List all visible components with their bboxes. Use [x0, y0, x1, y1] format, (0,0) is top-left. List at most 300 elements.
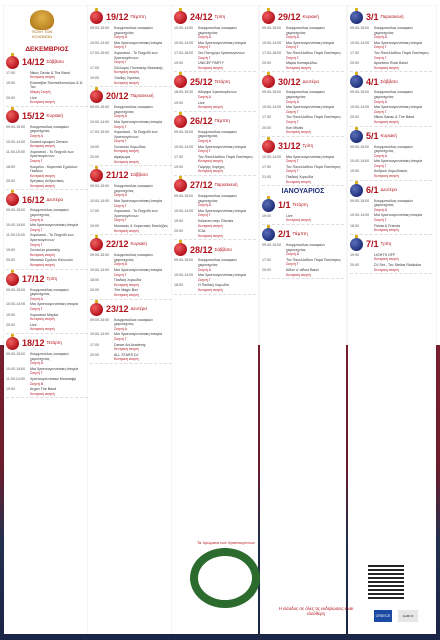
event-item	[174, 283, 256, 292]
day-date: 19/12	[106, 12, 129, 23]
event-title: Σύλλογος Ποντιακής Μουσικής	[114, 65, 163, 70]
divider	[262, 278, 344, 279]
event-venue: Κεντρική σκηνή	[286, 179, 311, 184]
schedule-column-2	[90, 8, 172, 365]
ornament-icon	[262, 75, 275, 88]
event-venue: Κεντρική σκηνή	[198, 105, 223, 110]
event-time: 10:00-14:00	[174, 26, 194, 30]
day-header	[350, 75, 432, 88]
event-time: 18:00	[350, 223, 359, 228]
event-details	[30, 179, 88, 188]
day-name: Τρίτη	[214, 14, 226, 20]
event-details	[30, 208, 88, 222]
event-title: Μια Χριστουγεννιάτικη Ιστορία	[198, 144, 247, 149]
event-venue: Κεντρική σκηνή	[198, 169, 223, 174]
event-time: 18:00	[90, 278, 99, 283]
event-time: 20:00	[262, 61, 271, 66]
event-title: Κουρμπούλας ευκαιριών χειροτεχνίας	[114, 105, 154, 114]
divider	[6, 106, 88, 107]
ornament-icon	[350, 184, 363, 197]
event-item	[6, 125, 88, 139]
event-details	[30, 96, 88, 105]
event-venue: Σκηνή Γ	[198, 45, 211, 50]
event-venue: Σκηνή Α	[198, 203, 212, 208]
day-date: 1/1	[278, 200, 291, 211]
event-details	[114, 288, 172, 297]
event-item	[262, 51, 344, 60]
event-item	[90, 253, 172, 267]
event-title: Μια Χριστουγεννιάτικη Ιστορία	[374, 159, 423, 164]
event-time: 17:00-19:00	[90, 50, 110, 55]
event-title: Apontecs Rock Band	[374, 61, 408, 66]
event-title: Nikos Sanac & The Band	[374, 115, 415, 120]
event-venue: Σκηνή Γ	[286, 159, 299, 164]
event-time: 19:00	[90, 224, 99, 228]
event-details	[114, 41, 172, 50]
event-item	[174, 155, 256, 164]
event-item	[6, 81, 88, 95]
event-details	[286, 105, 344, 114]
event-details	[286, 243, 344, 257]
event-venue: Σκηνή Γ	[114, 124, 127, 129]
event-item	[6, 223, 88, 232]
event-details	[114, 199, 172, 208]
event-time: 17:00	[90, 65, 99, 70]
event-title: Κουρμπούλας ευκαιριών χειροτεχνίας	[30, 124, 70, 134]
event-title: Η Παιδική Χορωδία	[198, 283, 229, 288]
event-venue: Σκηνή Α	[114, 193, 128, 198]
event-details	[114, 343, 172, 352]
event-item	[350, 51, 432, 60]
month-heading-january: ΙΑΝΟΥΑΡΙΟΣ	[281, 188, 325, 196]
day-header	[6, 56, 88, 69]
event-details	[114, 253, 172, 267]
event-time: 20:00	[350, 61, 359, 66]
day-date: 18/12	[22, 338, 45, 349]
event-item	[350, 26, 432, 40]
ornament-icon	[90, 238, 103, 251]
day-header	[262, 75, 344, 88]
event-time: 09:00-15:00	[90, 253, 110, 258]
event-title: Χορευτικό - Το Παιχνίδι των Χριστουγέννων	[30, 233, 74, 243]
event-time: 20:00	[6, 179, 15, 184]
event-venue: Κεντρική σκηνή	[114, 228, 139, 233]
event-venue: Σκηνή Γ	[198, 213, 211, 218]
event-title: Αδερφοί Χριστουγέννων	[198, 90, 237, 95]
event-details	[30, 140, 88, 149]
event-time: 09:00-15:00	[174, 258, 194, 263]
event-title: Μια Χριστουγεννιάτικη Ιστορία	[30, 302, 79, 307]
divider	[174, 175, 256, 176]
event-venue: Κεντρική σκηνή	[30, 100, 55, 105]
event-title: Τον Πανελλαδίου Παρά Ποσότητες	[286, 115, 341, 120]
divider	[262, 185, 344, 186]
event-title: Μια Χριστουγεννιάτικη Ιστορία	[114, 332, 163, 337]
event-venue: Κεντρική σκηνή	[30, 144, 55, 149]
event-venue: Σκηνή Α	[114, 262, 128, 267]
event-time: 19:00	[174, 219, 183, 224]
ornament-icon	[6, 110, 19, 123]
event-details	[198, 209, 256, 218]
event-title: Μια Χριστουγεννιάτικη Ιστορία	[198, 273, 247, 278]
day-name: Πέμπτη	[214, 117, 230, 123]
day-name: Τρίτη	[302, 142, 314, 148]
event-time: 10:00-14:00	[262, 40, 282, 45]
day-header	[350, 11, 432, 24]
event-time: 20:00	[90, 155, 99, 160]
event-time: 19:00	[174, 100, 183, 105]
ornament-icon	[174, 115, 187, 128]
day-date: 26/12	[190, 115, 213, 126]
event-venue: Σκηνή Γ	[30, 371, 43, 376]
event-time: 19:00	[262, 213, 271, 218]
event-venue: Κεντρική σκηνή	[374, 174, 399, 179]
event-venue: Κεντρική σκηνή	[198, 233, 223, 238]
divider	[6, 189, 88, 190]
event-time: 11:00-15:00	[6, 233, 25, 238]
event-title: Live	[286, 213, 293, 218]
event-venue: Κεντρική σκηνή	[30, 327, 55, 332]
event-venue: Σκηνή Α	[114, 114, 128, 119]
event-item	[174, 26, 256, 40]
ornament-icon	[90, 90, 103, 103]
event-title: Fiesta & Friends	[374, 223, 401, 228]
event-time: 10:00-14:00	[90, 199, 110, 204]
event-details	[30, 81, 88, 95]
event-time: 11:00-15:00	[6, 149, 25, 154]
event-venue: Σκηνή Γ	[286, 262, 299, 267]
event-venue: Κεντρική σκηνή	[114, 149, 139, 154]
event-venue: Κεντρική σκηνή	[198, 65, 223, 70]
event-venue: Κεντρική σκηνή	[30, 263, 55, 267]
event-venue: Σκηνή Α	[30, 296, 44, 301]
event-item	[262, 155, 344, 164]
event-title: Χορευτικό - Το Παιχνίδι των Χριστουγέννων	[30, 149, 74, 159]
day-name: Κυριακή	[302, 14, 319, 20]
sponsor-logo-greece: GREECE	[374, 610, 392, 622]
event-venue: Κεντρική σκηνή	[374, 267, 399, 272]
event-title: Συναυλία μουσικής	[30, 248, 61, 253]
event-time: 10:00-14:00	[350, 159, 370, 164]
day-header	[90, 169, 172, 182]
event-item	[174, 101, 256, 110]
event-title: Στο Πανηγύρι Χριστουγέννων	[198, 50, 245, 55]
event-item	[262, 90, 344, 104]
event-venue: Σκηνή Α	[198, 94, 212, 99]
day-header	[174, 11, 256, 24]
day-name: Τρίτη	[380, 241, 392, 247]
event-item	[90, 26, 172, 40]
ornament-icon	[90, 11, 103, 24]
divider	[350, 126, 432, 127]
event-title: Dance Art Academy	[114, 342, 146, 347]
event-title: Live	[198, 100, 205, 105]
day-date: 17/12	[22, 273, 45, 284]
event-details	[374, 224, 432, 233]
event-title: Μουσικές & Χορευτικές Εκπλήξεις	[114, 224, 169, 228]
day-date: 4/1	[366, 76, 379, 87]
event-details	[374, 253, 432, 262]
event-venue: Σκηνή Γ	[114, 45, 127, 50]
divider	[90, 363, 172, 364]
event-venue: Σκηνή Γ	[114, 272, 127, 277]
logo-text-line-2: ΚΟΛΩΝΩΝ	[31, 33, 52, 39]
event-item	[6, 352, 88, 366]
event-time: 17:00	[262, 164, 271, 169]
free-entry-note: Η είσοδος σε όλες τις εκδηλώσεις είναι ελεύθερη	[278, 606, 354, 616]
event-item	[262, 165, 344, 174]
event-item	[174, 209, 256, 218]
event-time: 10:00-14:00	[350, 40, 370, 45]
event-details	[374, 213, 432, 222]
event-title: Αφιέρωμα	[114, 155, 131, 160]
day-date: 23/12	[106, 303, 129, 314]
event-details	[286, 268, 344, 277]
event-time: 18:00-19:30	[174, 90, 194, 95]
event-item	[6, 313, 88, 322]
event-item	[174, 273, 256, 282]
event-venue: Σκηνή Γ	[30, 227, 43, 232]
day-date: 29/12	[278, 12, 301, 23]
day-name: Δευτέρα	[302, 78, 319, 84]
event-venue: Σκηνή Α	[286, 99, 300, 104]
event-time: 09:00-15:00	[90, 317, 110, 322]
day-header	[6, 110, 88, 123]
event-venue: Σκηνή Γ	[374, 45, 387, 50]
event-time: 10:00-14:00	[6, 139, 26, 144]
event-title: Μια Χριστουγεννιάτικη Ιστορία	[286, 40, 335, 45]
event-title: Τον Πανελλαδίου Παρά Ποσότητες	[286, 50, 341, 55]
ornament-icon	[90, 303, 103, 316]
event-item	[90, 343, 172, 352]
event-details	[114, 155, 172, 164]
event-time: 17:00	[90, 209, 99, 214]
event-title: Kon Mirafs	[286, 125, 304, 130]
ornament-icon	[6, 56, 19, 69]
event-title: Ξάνθης Στράτος	[114, 75, 140, 80]
divider	[90, 165, 172, 166]
event-time: 20:00	[90, 352, 99, 357]
ornament-icon	[262, 11, 275, 24]
event-venue: Σκηνή Β	[30, 381, 44, 386]
event-time: 10:00-14:00	[262, 105, 282, 110]
event-details	[286, 258, 344, 267]
event-item	[262, 41, 344, 50]
event-details	[374, 105, 432, 114]
event-item	[350, 61, 432, 70]
day-name: Κυριακή	[130, 241, 147, 247]
logo	[22, 10, 62, 39]
day-date: 20/12	[106, 91, 129, 102]
day-date: 3/1	[366, 12, 379, 23]
event-venue: Σκηνή Α	[30, 217, 44, 222]
event-details	[114, 26, 172, 40]
event-time: 09:00-15:00	[6, 351, 26, 356]
event-time: 20:00	[174, 229, 183, 234]
event-details	[30, 367, 88, 376]
event-time: 20:00	[6, 258, 15, 263]
event-time: 09:00-15:00	[6, 124, 26, 129]
event-item	[262, 126, 344, 135]
event-title: Live	[30, 322, 37, 327]
event-item	[174, 61, 256, 70]
event-title: Μια Χριστουγεννιάτικη Ιστορία	[374, 40, 423, 45]
event-title: Κουρμπούλας ευκαιριών χειροτεχνίας	[286, 90, 326, 99]
event-details	[198, 273, 256, 282]
event-item	[90, 51, 172, 65]
event-title: Κουρμπούλας ευκαιριών χειροτεχνίας	[198, 194, 238, 203]
event-item	[90, 318, 172, 332]
day-name: Πέμπτη	[292, 231, 308, 237]
qr-code-icon[interactable]	[368, 563, 404, 599]
event-item	[90, 76, 172, 85]
event-details	[286, 155, 344, 164]
event-item	[262, 105, 344, 114]
event-details	[114, 209, 172, 223]
event-details	[374, 159, 432, 168]
event-time: 09:00-15:00	[262, 243, 282, 248]
divider	[350, 180, 432, 181]
day-header	[90, 238, 172, 251]
event-item	[90, 155, 172, 164]
event-item	[350, 199, 432, 213]
day-name: Σάββατο	[130, 172, 148, 178]
event-title: Κουρμπούλας ευκαιριών χειροτεχνίας	[286, 243, 326, 252]
event-details	[30, 288, 88, 302]
ornament-icon	[350, 11, 363, 24]
event-item	[6, 377, 88, 386]
event-details	[114, 76, 172, 85]
event-title: Τον Πανελλαδίου Παρά Ποσότητες	[286, 164, 341, 169]
ornament-icon	[174, 179, 187, 192]
event-time: 19:00	[350, 252, 359, 257]
event-details	[198, 41, 256, 50]
event-time: 09:00-15:00	[350, 90, 370, 95]
event-details	[30, 125, 88, 139]
divider	[90, 86, 172, 87]
divider	[90, 234, 172, 235]
event-time: 10:00-14:00	[90, 267, 110, 272]
event-title: Argon The Band	[30, 387, 57, 392]
sponsor-logo-municipality: ΔΗΜΟΣ	[398, 610, 418, 622]
event-time: 10:00-14:00	[6, 366, 26, 371]
event-time: 11:00-14:00	[6, 376, 25, 381]
event-details	[286, 61, 344, 70]
event-item	[90, 41, 172, 50]
event-details	[198, 155, 256, 164]
event-time: 17:00	[262, 257, 271, 262]
day-name: Σάββατο	[46, 58, 64, 64]
event-item	[174, 219, 256, 228]
event-venue: Κεντρική σκηνή	[286, 218, 311, 223]
event-item	[262, 175, 344, 184]
event-venue: Κεντρική σκηνή	[198, 287, 223, 292]
event-title: Ανδρικό Χορωδιακός	[374, 169, 408, 174]
wreath-icon	[190, 548, 260, 608]
event-title: UNICEF PARTY	[198, 61, 225, 66]
event-details	[30, 352, 88, 366]
event-details	[30, 313, 88, 322]
event-time: 19:00	[6, 80, 15, 85]
event-time: 10:00-14:00	[90, 40, 110, 45]
event-details	[286, 175, 344, 184]
event-details	[198, 258, 256, 272]
divider	[174, 71, 256, 72]
event-title: Μια Χριστουγεννιάτικη Ιστορία	[30, 366, 79, 371]
event-venue: Σκηνή Γ	[286, 109, 299, 114]
day-date: 14/12	[22, 56, 45, 67]
event-title: Μια Χριστουγεννιάτικη Ιστορία	[114, 267, 163, 272]
divider	[174, 294, 256, 295]
event-time: 20:00	[350, 115, 359, 120]
event-title: Μουσικό Σχολείο Κολωνών	[30, 258, 74, 263]
day-header	[174, 179, 256, 192]
event-details	[114, 130, 172, 144]
wreath-title: Τα Χρώματα των Χριστουγέννων	[197, 540, 255, 545]
event-item	[262, 243, 344, 257]
event-venue: Σκηνή Α	[374, 99, 388, 104]
event-item	[262, 61, 344, 70]
event-item	[174, 165, 256, 174]
day-header	[174, 115, 256, 128]
event-time: 20:00	[6, 322, 15, 327]
event-title: Τον Πανελλαδίου Παρά Ποσότητες	[286, 257, 341, 262]
day-name: Πέμπτη	[130, 14, 146, 20]
event-time: 18:00	[6, 164, 15, 169]
event-time: 09:00-15:00	[6, 208, 26, 213]
event-item	[90, 224, 172, 233]
event-title: Κουρμπούλας ευκαιριών χειροτεχνίας	[198, 258, 238, 267]
ornament-icon	[174, 11, 187, 24]
event-details	[114, 353, 172, 362]
event-title: Live	[30, 95, 37, 100]
event-time: 10:00-14:00	[262, 154, 282, 159]
event-time: 09:00-15:00	[262, 90, 282, 95]
event-time: 17:00	[90, 342, 99, 347]
event-item	[174, 194, 256, 208]
day-name: Τετάρτη	[292, 202, 308, 208]
event-venue: Σκηνή Α	[374, 35, 388, 40]
divider	[6, 397, 88, 398]
event-title: Ελισσάβετ Παππαδοπούλου & Ω Ταν	[30, 80, 83, 90]
event-time: 09:00-15:00	[350, 26, 370, 30]
event-item	[6, 367, 88, 376]
ornament-icon	[350, 238, 363, 251]
day-date: 28/12	[190, 244, 213, 255]
event-time: 09:00-15:00	[90, 105, 110, 110]
event-time: 20:00	[350, 263, 359, 267]
event-details	[198, 51, 256, 60]
day-header	[174, 243, 256, 256]
event-details	[114, 332, 172, 341]
day-header	[90, 303, 172, 316]
event-venue: Κεντρική σκηνή	[30, 183, 55, 188]
day-date: 7/1	[366, 239, 379, 250]
event-title: Χορευτικό - Το Παιχνίδι των Χριστουγέννων	[114, 130, 158, 139]
event-details	[198, 90, 256, 99]
event-title: Μια Χριστουγεννιάτικη Ιστορία	[114, 40, 163, 45]
event-time: 17:00-18:00	[174, 50, 194, 55]
event-title: Χριστουγεννιάτικα Μουσαφίρ	[30, 376, 77, 381]
event-venue: Σκηνή Γ	[374, 55, 387, 60]
event-details	[374, 90, 432, 104]
event-title: Κουρμπούλας ευκαιριών χειροτεχνίας	[114, 317, 154, 327]
event-venue: Σκηνή Γ	[114, 139, 127, 144]
day-header	[262, 199, 344, 212]
event-venue: Σκηνή Γ	[114, 60, 127, 65]
day-date: 21/12	[106, 170, 129, 181]
event-title: Μια Χριστουγεννιάτικη Ιστορία	[114, 199, 163, 204]
